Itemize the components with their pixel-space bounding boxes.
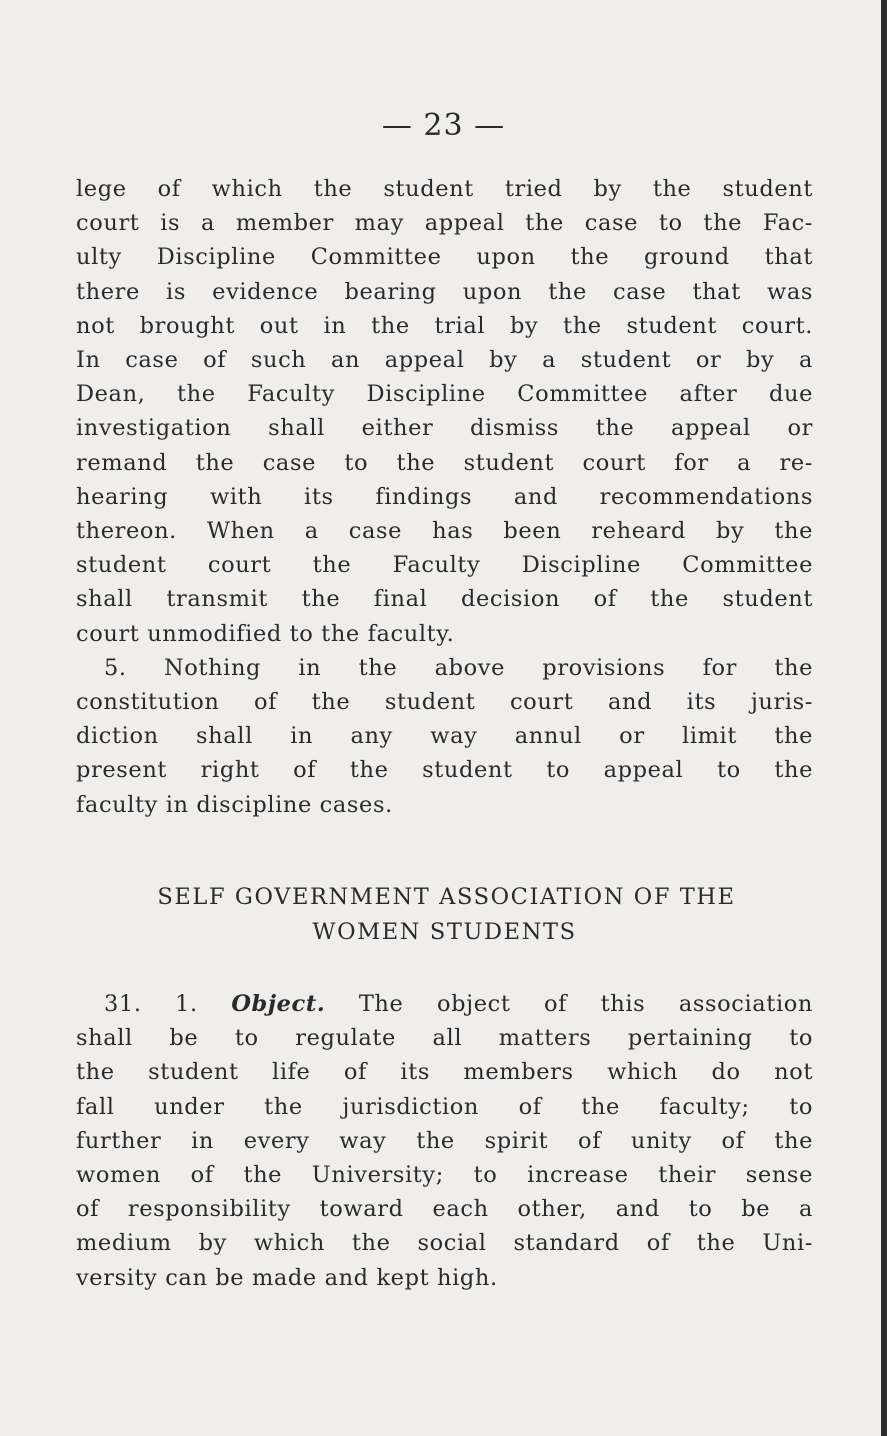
text-line: Dean, the Faculty Discipline Committee after due [76, 381, 813, 408]
text-line: ulty Discipline Committee upon the ground that [76, 244, 813, 271]
section-31-line: shall be to regulate all matters pertaining to [76, 1025, 813, 1052]
section-31-line: further in every way the spirit of unity of the [76, 1127, 813, 1154]
text-line: not brought out in the trial by the student court. [76, 312, 813, 339]
section-heading-line-2: WOMEN STUDENTS [312, 919, 577, 945]
text-line: court unmodified to the faculty. [76, 620, 455, 647]
section-heading [0, 880, 887, 950]
paragraph-5-line: diction shall in any way annul or limit the [76, 723, 813, 750]
section-31-line: women of the University; to increase their sense [76, 1162, 813, 1189]
section-31-line: the student life of its members which do not [76, 1059, 813, 1086]
section-31-first-line [76, 987, 813, 1021]
section-heading-line-1: SELF GOVERNMENT ASSOCIATION OF THE [157, 884, 736, 910]
paragraph-5-line: constitution of the student court and its juris- [76, 689, 813, 716]
body-text-section-31 [76, 987, 813, 1295]
object-text: The object of this association [358, 991, 813, 1017]
paragraph-5-line: 5. Nothing in the above provisions for the [104, 654, 813, 681]
object-title: Object. [231, 991, 326, 1017]
text-line: student court the Faculty Discipline Committee [76, 552, 813, 579]
section-31-line: of responsibility toward each other, and to be a [76, 1196, 813, 1223]
text-line: investigation shall either dismiss the appeal or [76, 415, 813, 442]
text-line: lege of which the student tried by the student [76, 176, 813, 202]
paragraph-5-line: present right of the student to appeal to the [76, 757, 813, 784]
text-line: In case of such an appeal by a student or by a [76, 347, 813, 374]
text-line: there is evidence bearing upon the case that was [76, 278, 813, 305]
text-line: shall transmit the final decision of the student [76, 586, 813, 613]
text-line: thereon. When a case has been reheard by the [76, 518, 813, 545]
item-number: 1. [175, 991, 198, 1017]
section-31-line: versity can be made and kept high. [76, 1264, 498, 1291]
text-line: hearing with its findings and recommendations [76, 483, 813, 510]
body-text-top [76, 172, 813, 822]
page-edge-shadow [881, 0, 887, 1436]
paragraph-5-line: faculty in discipline cases. [76, 791, 393, 818]
section-number: 31. [104, 991, 142, 1017]
page-number: — 23 — [381, 108, 506, 143]
text-line: court is a member may appeal the case to the Fac- [76, 210, 813, 237]
text-line: remand the case to the student court for a re- [76, 449, 813, 476]
section-31-line: medium by which the social standard of the Uni- [76, 1230, 813, 1257]
section-31-line: fall under the jurisdiction of the faculty; to [76, 1093, 813, 1120]
